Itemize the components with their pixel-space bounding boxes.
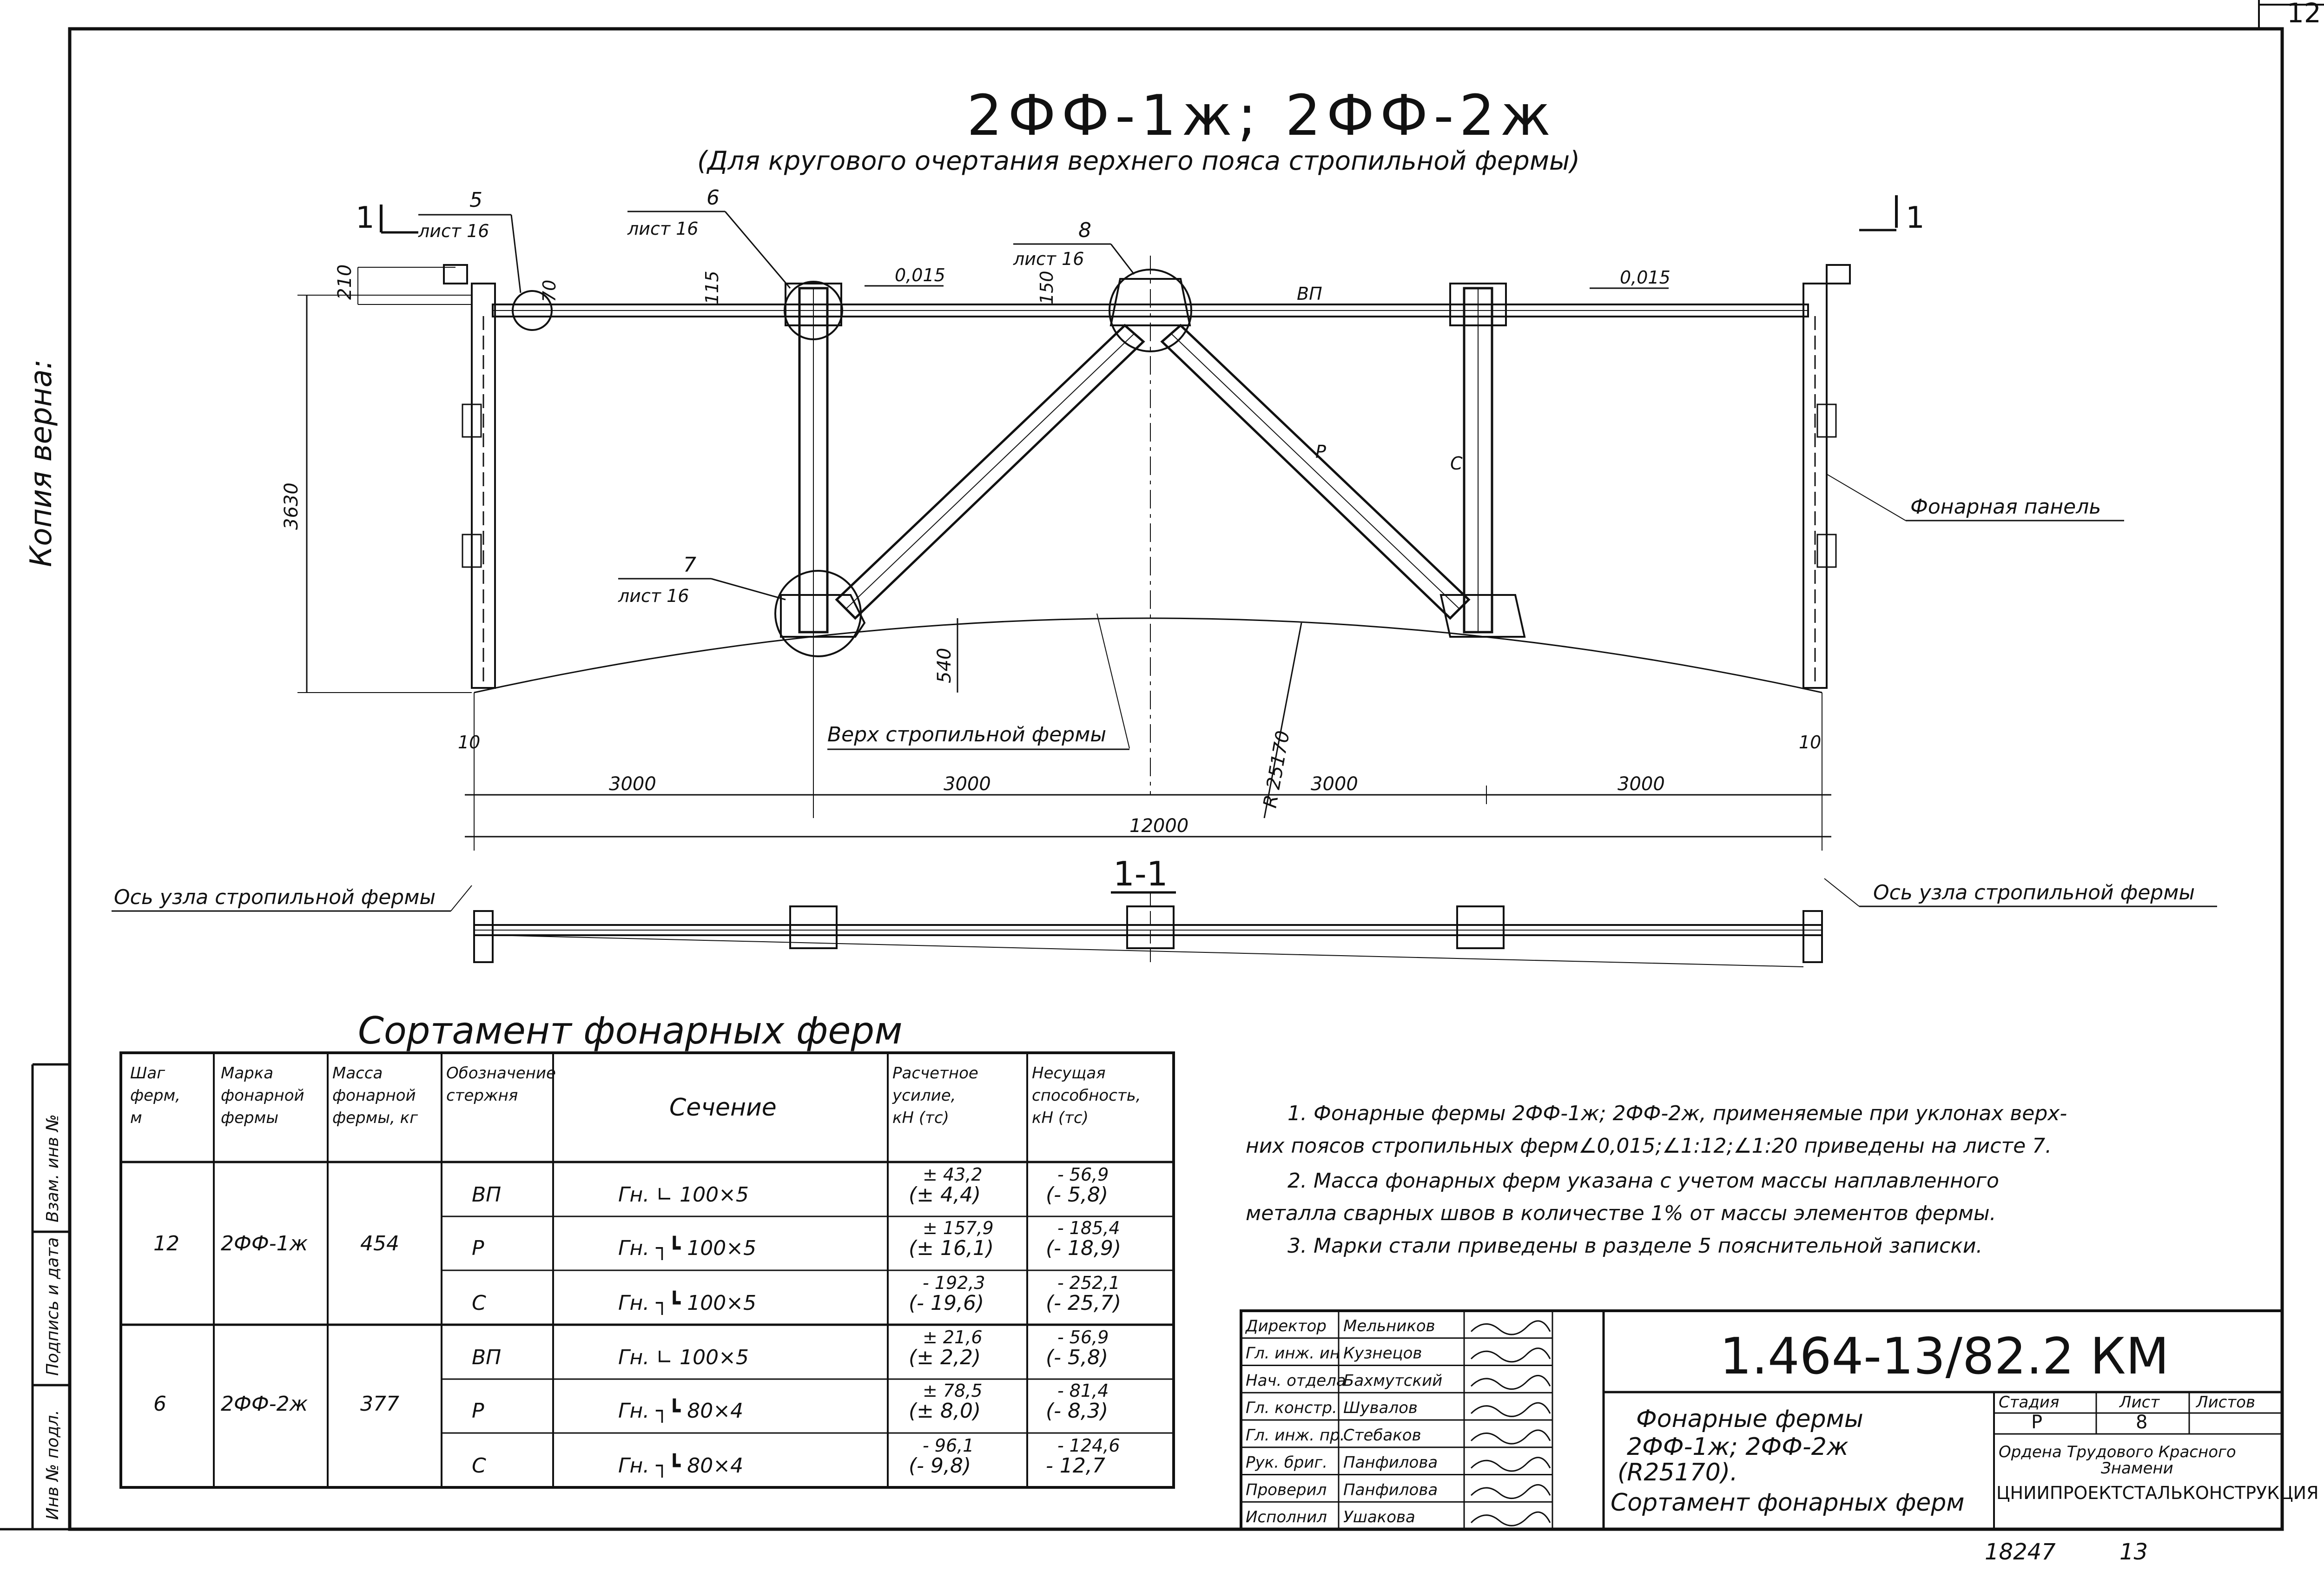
cell-force-tc: (± 4,4) [909, 1183, 981, 1207]
svg-text:5: 5 [469, 188, 482, 212]
callout-7 [618, 553, 786, 606]
dimension-70: 70 [539, 279, 560, 302]
cell-capacity-tc: (- 18,9) [1046, 1236, 1122, 1260]
bottom-number-1: 18247 [1985, 1539, 2056, 1565]
label-lantern-panel [1827, 474, 2124, 521]
drawing-subtitle: (Для кругового очертания верхнего пояса стропильной фермы) [697, 146, 1580, 176]
stamp-name: Мельников [1343, 1316, 1435, 1335]
stamp-name: Ушакова [1343, 1508, 1415, 1526]
cell-section: Гн. ┐┗ 80×4 [618, 1454, 744, 1478]
dimension-span-2: 3000 [944, 773, 991, 795]
org-line-1: Ордена Трудового Красного [1999, 1443, 2236, 1461]
svg-text:3630: 3630 [281, 482, 302, 530]
cell-capacity-tc: (- 5,8) [1046, 1346, 1109, 1369]
slope-left: 0,015 [895, 265, 945, 285]
cell-section: Гн. ┐┗ 100×5 [618, 1236, 757, 1260]
cell-force: - 192,3 [923, 1273, 985, 1293]
cell-capacity-tc: (- 8,3) [1046, 1399, 1109, 1423]
cell-mass: 377 [360, 1392, 399, 1416]
dimension-span-1: 3000 [609, 773, 656, 795]
cell-bar: ВП [472, 1183, 502, 1207]
svg-text:6: 6 [706, 186, 720, 210]
stamp-role: Проверил [1246, 1480, 1327, 1499]
table-header-2: Масса фонарной фермы, кг [332, 1064, 418, 1127]
cell-section: Гн. ∟ 100×5 [618, 1346, 749, 1369]
section-view [474, 892, 1822, 967]
table-header-4: Сечение [669, 1094, 777, 1122]
note-1a: 1. Фонарные фермы 2ФФ-1ж; 2ФФ-2ж, применяемые при уклонах верх- [1287, 1102, 2067, 1125]
org-line-2: Знамени [2101, 1459, 2173, 1478]
dimension-span-3: 3000 [1311, 773, 1358, 795]
stamp-name: Бахмутский [1343, 1371, 1443, 1390]
stamp-role: Гл. инж. пр. [1246, 1426, 1345, 1445]
cell-section: Гн. ┐┗ 80×4 [618, 1399, 744, 1423]
label-axis-left [112, 885, 472, 911]
signature-mark [1471, 1403, 1550, 1416]
cell-force: - 96,1 [923, 1435, 974, 1456]
stamp-name: Стебаков [1343, 1426, 1421, 1445]
cell-mark: 2ФФ-2ж [221, 1392, 308, 1416]
cell-bar: Р [472, 1236, 484, 1260]
cell-bar: ВП [472, 1346, 502, 1369]
dimension-rise [934, 618, 957, 693]
svg-text:Ось узла стропильной фермы: Ось узла стропильной фермы [1873, 881, 2195, 905]
cell-force-tc: (- 9,8) [909, 1454, 971, 1478]
stamp-role: Гл. констр. [1246, 1399, 1337, 1417]
svg-text:лист 16: лист 16 [627, 218, 699, 239]
stage-value: Р [2031, 1412, 2043, 1433]
callout-8 [1013, 218, 1134, 274]
cell-bar: С [472, 1454, 486, 1478]
svg-text:R 25170: R 25170 [1259, 729, 1294, 810]
cell-bar: С [472, 1291, 486, 1315]
cell-section: Гн. ∟ 100×5 [618, 1183, 749, 1207]
callout-5 [418, 188, 521, 293]
section-mark-right [1859, 195, 1925, 235]
cell-capacity: - 56,9 [1057, 1327, 1109, 1347]
dimension-chain [458, 693, 1831, 851]
cell-step: 12 [153, 1232, 179, 1255]
member-label-post: С [1450, 453, 1463, 474]
stage-label: Стадия [1999, 1393, 2060, 1412]
svg-text:1: 1 [1906, 201, 1925, 235]
stamp-role: Исполнил [1246, 1508, 1327, 1526]
dimension-height [281, 295, 472, 693]
svg-text:Фонарные фермы: Фонарные фермы [1636, 1405, 1863, 1433]
bottom-number-2: 13 [2119, 1539, 2148, 1565]
signature-mark [1471, 1458, 1550, 1471]
table-header-0: Шаг ферм, м [130, 1064, 181, 1127]
truss-elevation [444, 256, 1850, 818]
cell-mass: 454 [360, 1232, 399, 1255]
title-block-rows [1241, 1317, 1552, 1526]
label-axis-right [1824, 878, 2217, 906]
stamp-name: Панфилова [1343, 1480, 1438, 1499]
signature-mark [1471, 1430, 1550, 1444]
drawing-name [1611, 1405, 1965, 1517]
dimension-radius [1260, 623, 1301, 818]
detail-circle-7 [775, 571, 861, 656]
svg-text:Ось узла стропильной фермы: Ось узла стропильной фермы [114, 885, 436, 909]
cell-force-tc: (- 19,6) [909, 1291, 984, 1315]
cell-capacity: - 252,1 [1057, 1273, 1120, 1293]
dimension-115: 115 [702, 271, 722, 304]
cell-capacity: - 185,4 [1057, 1218, 1120, 1238]
cell-force: ± 78,5 [923, 1380, 983, 1401]
cell-force: ± 43,2 [923, 1164, 983, 1185]
svg-text:210: 210 [334, 264, 356, 300]
cell-capacity: - 56,9 [1057, 1164, 1109, 1185]
cell-mark: 2ФФ-1ж [221, 1232, 308, 1255]
signature-mark [1471, 1321, 1550, 1334]
sheets-label: Листов [2196, 1393, 2256, 1412]
cell-force: ± 21,6 [923, 1327, 983, 1347]
dimension-150: 150 [1037, 271, 1057, 304]
svg-text:лист 16: лист 16 [1013, 249, 1084, 269]
stamp-name: Панфилова [1343, 1453, 1438, 1472]
svg-text:7: 7 [683, 553, 696, 577]
cell-capacity-tc: (- 25,7) [1046, 1291, 1122, 1315]
table-header-1: Марка фонарной фермы [221, 1064, 304, 1127]
cell-force-tc: (± 8,0) [909, 1399, 981, 1423]
svg-text:(R25170).: (R25170). [1618, 1459, 1738, 1486]
page-number: 12 [2287, 0, 2321, 29]
org-line-3: ЦНИИПРОЕКТСТАЛЬКОНСТРУКЦИЯ [1996, 1483, 2319, 1503]
table-header-5: Расчетное усилие, кН (тс) [892, 1064, 978, 1127]
margin-cell-replace: Взам. инв № [43, 1114, 62, 1222]
cell-capacity-tc: - 12,7 [1046, 1454, 1105, 1478]
cell-bar: Р [472, 1399, 484, 1423]
dimension-gap-left: 10 [458, 732, 481, 753]
svg-text:1: 1 [356, 201, 375, 235]
section-title: 1-1 [1113, 854, 1168, 893]
cell-force-tc: (± 16,1) [909, 1236, 994, 1260]
drawing-title: 2ФФ-1ж; 2ФФ-2ж [967, 84, 1556, 148]
stamp-name: Кузнецов [1343, 1344, 1422, 1363]
section-mark-left [356, 201, 418, 235]
stamp-role: Рук. бриг. [1246, 1453, 1328, 1472]
margin-cell-inventory: Инв № подл. [43, 1410, 62, 1520]
svg-text:Верх стропильной фермы: Верх стропильной фермы [827, 723, 1107, 746]
note-2a: 2. Масса фонарных ферм указана с учетом массы наплавленного [1287, 1169, 1999, 1193]
cell-force: ± 157,9 [923, 1218, 994, 1238]
cell-capacity: - 81,4 [1057, 1380, 1109, 1401]
sheet-label: Лист [2119, 1393, 2160, 1412]
label-truss-top [827, 614, 1129, 749]
stamp-role: Нач. отдела [1246, 1371, 1346, 1390]
cell-step: 6 [153, 1392, 166, 1416]
slope-right: 0,015 [1620, 267, 1670, 288]
signature-mark [1471, 1485, 1550, 1498]
signature-mark [1471, 1348, 1550, 1362]
svg-text:Сортамент фонарных ферм: Сортамент фонарных ферм [1611, 1489, 1965, 1517]
dimension-span-4: 3000 [1618, 773, 1665, 795]
svg-text:540: 540 [934, 647, 955, 683]
sheet-value: 8 [2136, 1412, 2148, 1433]
svg-text:Фонарная панель: Фонарная панель [1910, 495, 2101, 519]
note-3: 3. Марки стали приведены в разделе 5 пояснительной записки. [1287, 1234, 1983, 1258]
svg-text:2ФФ-1ж; 2ФФ-2ж: 2ФФ-1ж; 2ФФ-2ж [1627, 1433, 1849, 1461]
table-header-6: Несущая способность, кН (тс) [1032, 1064, 1141, 1127]
table-title: Сортамент фонарных ферм [358, 1009, 903, 1052]
svg-text:8: 8 [1078, 218, 1091, 242]
stamp-name: Шувалов [1343, 1399, 1418, 1417]
cell-capacity: - 124,6 [1057, 1435, 1120, 1456]
drawing-frame [70, 29, 2282, 1529]
margin-cell-signature: Подпись и дата [43, 1237, 62, 1376]
dimension-total: 12000 [1129, 815, 1189, 837]
signature-mark [1471, 1375, 1550, 1389]
member-label-top-chord: ВП [1297, 284, 1322, 304]
cell-section: Гн. ┐┗ 100×5 [618, 1291, 757, 1315]
cell-force-tc: (± 2,2) [909, 1346, 981, 1369]
copy-true-text: Копия верна: [24, 359, 59, 567]
note-2b: металла сварных швов в количестве 1% от массы элементов фермы. [1246, 1202, 1996, 1225]
member-label-diagonal: Р [1315, 442, 1326, 462]
svg-text:лист 16: лист 16 [618, 586, 689, 606]
signature-mark [1471, 1512, 1550, 1526]
document-code: 1.464-13/82.2 КМ [1720, 1327, 2169, 1386]
stamp-role: Директор [1246, 1316, 1327, 1335]
dimension-gap-right: 10 [1799, 732, 1822, 753]
cell-capacity-tc: (- 5,8) [1046, 1183, 1109, 1207]
note-1b: них поясов стропильных ферм∠0,015;∠1:12;∠1:20 приведены на листе 7. [1246, 1134, 2052, 1158]
stamp-role: Гл. инж. ин [1246, 1344, 1340, 1363]
svg-text:лист 16: лист 16 [418, 221, 489, 241]
table-header-3: Обозначение стержня [446, 1064, 556, 1105]
notes [1246, 1102, 2067, 1258]
